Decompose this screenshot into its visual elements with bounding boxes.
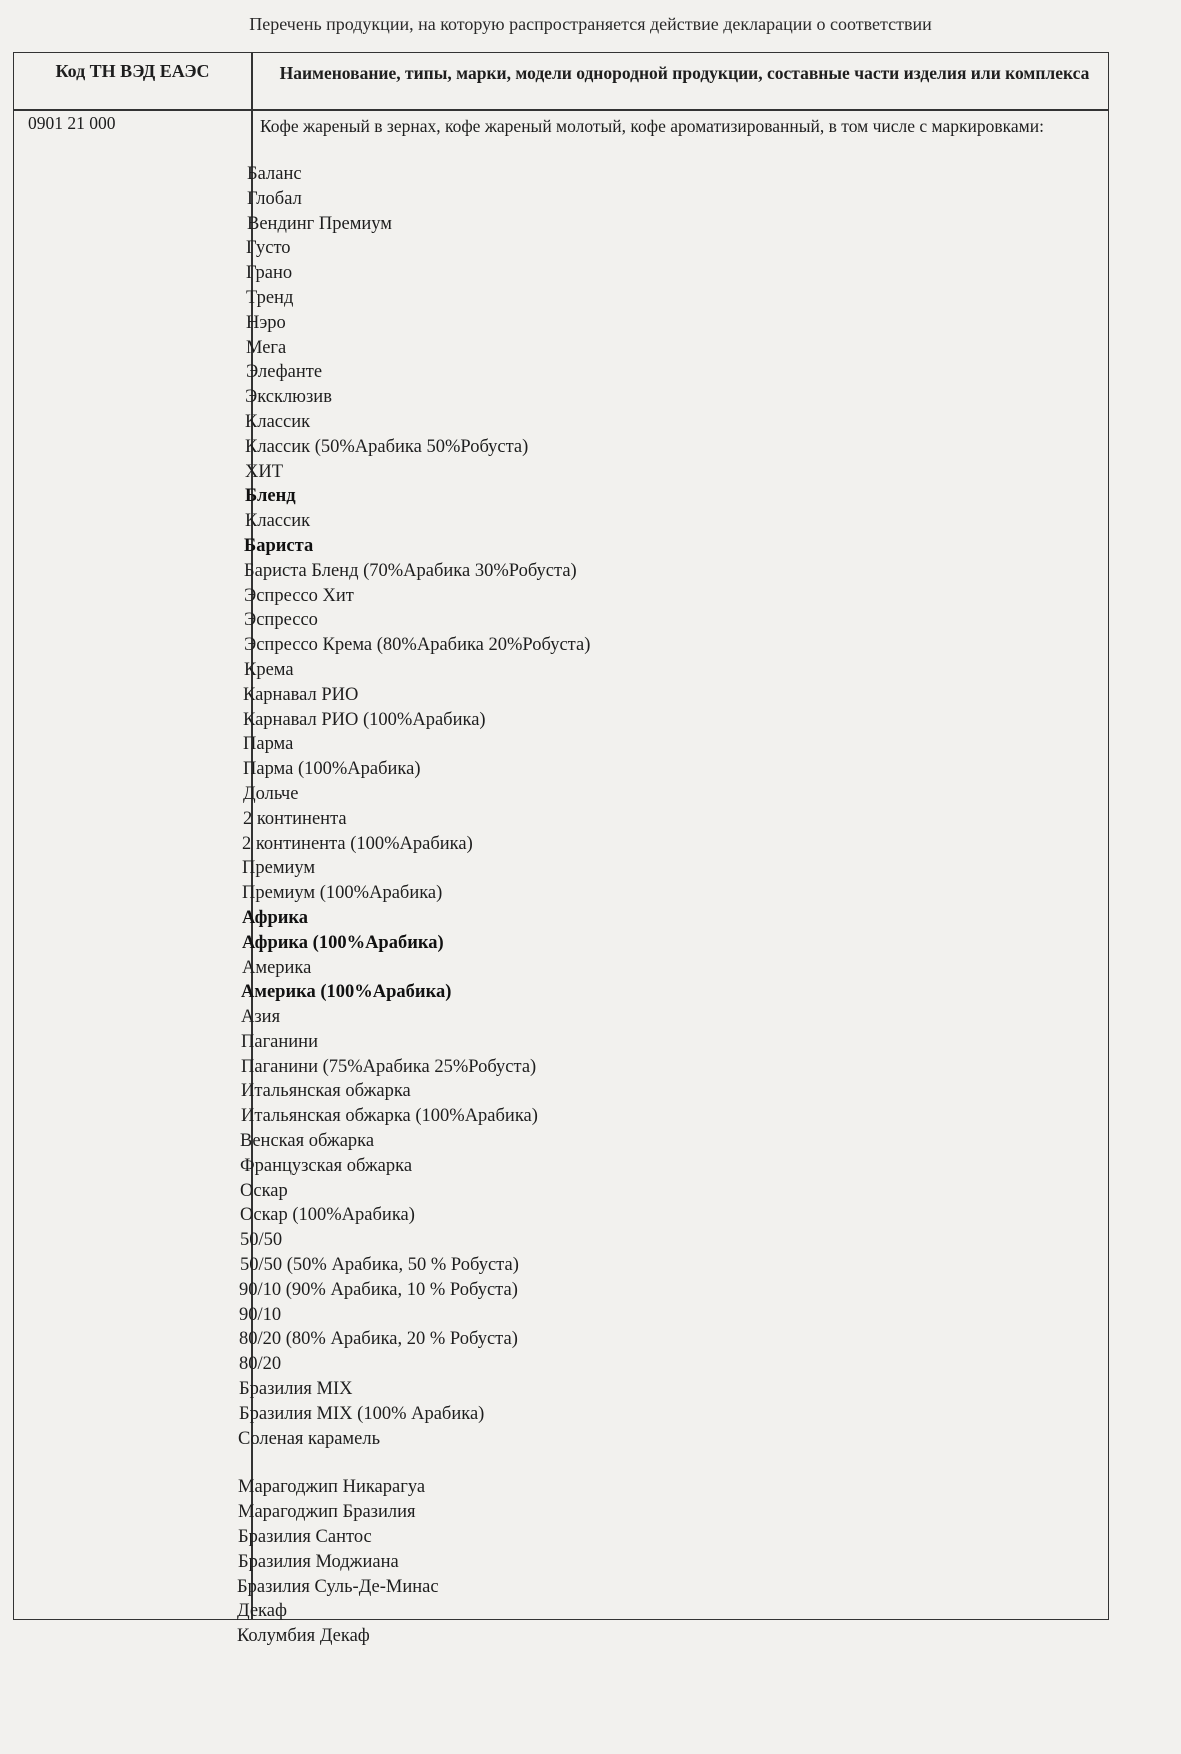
header-divider — [14, 109, 1108, 111]
product-marking: Эспрессо Хит — [244, 585, 354, 606]
product-marking: Густо — [246, 238, 291, 259]
product-marking: Эксклюзив — [245, 387, 332, 408]
product-marking: Африка — [242, 907, 309, 928]
product-marking: Бразилия Моджиана — [238, 1551, 399, 1572]
document-title: Перечень продукции, на которую распространяется действие декларации о соответствии — [249, 14, 932, 34]
product-marking: Бразилия MIX — [239, 1379, 353, 1400]
product-marking: Азия — [241, 1007, 281, 1028]
product-marking: Бразилия MIX (100% Арабика) — [239, 1403, 485, 1424]
product-marking: Нэро — [246, 312, 286, 333]
header-name: Наименование, типы, марки, модели однородной продукции, составные части изделия или комплекса — [279, 63, 1090, 83]
product-marking: Америка (100%Арабика) — [241, 982, 452, 1003]
product-marking: Классик — [245, 511, 311, 532]
product-marking: Баланс — [247, 164, 302, 184]
product-marking: Тренд — [246, 287, 294, 308]
product-marking: Элефанте — [246, 362, 323, 383]
product-marking: Бариста — [244, 535, 314, 556]
header-code: Код ТН ВЭД ЕАЭС — [55, 61, 210, 81]
product-marking: Глобал — [247, 188, 302, 209]
product-marking: Французская обжарка — [240, 1155, 413, 1176]
product-marking: Венская обжарка — [240, 1131, 375, 1152]
product-list — [237, 162, 947, 1649]
product-marking: Бразилия Сантос — [238, 1527, 372, 1548]
product-description: Кофе жареный в зернах, кофе жареный молотый, кофе ароматизированный, в том числе с маркировками: — [260, 116, 1044, 136]
product-marking: Вендинг Премиум — [247, 213, 393, 234]
product-marking: Паганини — [241, 1031, 318, 1052]
product-marking: Карнавал РИО — [243, 684, 359, 705]
product-marking: Соленая карамель — [238, 1428, 381, 1449]
product-marking: Оскар (100%Арабика) — [240, 1205, 415, 1226]
list-spacer — [238, 1451, 938, 1475]
product-marking: Мега — [246, 337, 287, 358]
tn-ved-code: 0901 21 000 — [28, 113, 116, 133]
product-marking: 2 континента (100%Арабика) — [242, 833, 473, 854]
product-marking: Африка (100%Арабика) — [242, 932, 444, 953]
product-marking: Крема — [244, 659, 294, 680]
product-marking: Паганини (75%Арабика 25%Робуста) — [241, 1056, 537, 1077]
product-marking: 90/10 — [239, 1304, 282, 1325]
product-marking: Колумбия Декаф — [237, 1626, 370, 1647]
product-marking: Марагоджип Бразилия — [238, 1502, 416, 1523]
product-marking: Премиум (100%Арабика) — [242, 883, 443, 904]
product-marking: Дольче — [243, 783, 299, 804]
product-marking: Грано — [246, 263, 293, 284]
product-marking: 50/50 (50% Арабика, 50 % Робуста) — [240, 1255, 519, 1276]
product-marking: 90/10 (90% Арабика, 10 % Робуста) — [239, 1279, 518, 1300]
product-marking: Марагоджип Никарагуа — [238, 1477, 426, 1498]
product-marking: Бразилия Суль-Де-Минас — [237, 1576, 439, 1597]
product-marking: ХИТ — [245, 461, 284, 482]
product-marking: Америка — [242, 957, 312, 978]
product-marking: Парма (100%Арабика) — [243, 759, 421, 780]
product-marking: 80/20 — [239, 1354, 282, 1375]
product-marking: Бариста Бленд (70%Арабика 30%Робуста) — [244, 560, 577, 581]
product-marking: Оскар — [240, 1180, 288, 1201]
product-marking: Классик — [245, 411, 311, 432]
product-marking: 2 континента — [243, 808, 347, 829]
product-marking: Бленд — [245, 486, 296, 507]
product-table — [13, 52, 1109, 1647]
product-marking: Премиум — [242, 858, 316, 879]
product-marking: Классик (50%Арабика 50%Робуста) — [245, 436, 529, 457]
product-marking: Эспрессо Крема (80%Арабика 20%Робуста) — [244, 635, 591, 656]
product-marking: Карнавал РИО (100%Арабика) — [243, 709, 486, 730]
product-marking: 50/50 — [240, 1230, 283, 1251]
product-marking: Парма — [243, 734, 294, 755]
product-marking: Итальянская обжарка — [241, 1081, 411, 1102]
product-marking: Эспрессо — [244, 610, 318, 631]
product-marking: 80/20 (80% Арабика, 20 % Робуста) — [239, 1329, 518, 1350]
product-marking: Декаф — [237, 1601, 287, 1622]
product-marking: Итальянская обжарка (100%Арабика) — [241, 1106, 538, 1127]
